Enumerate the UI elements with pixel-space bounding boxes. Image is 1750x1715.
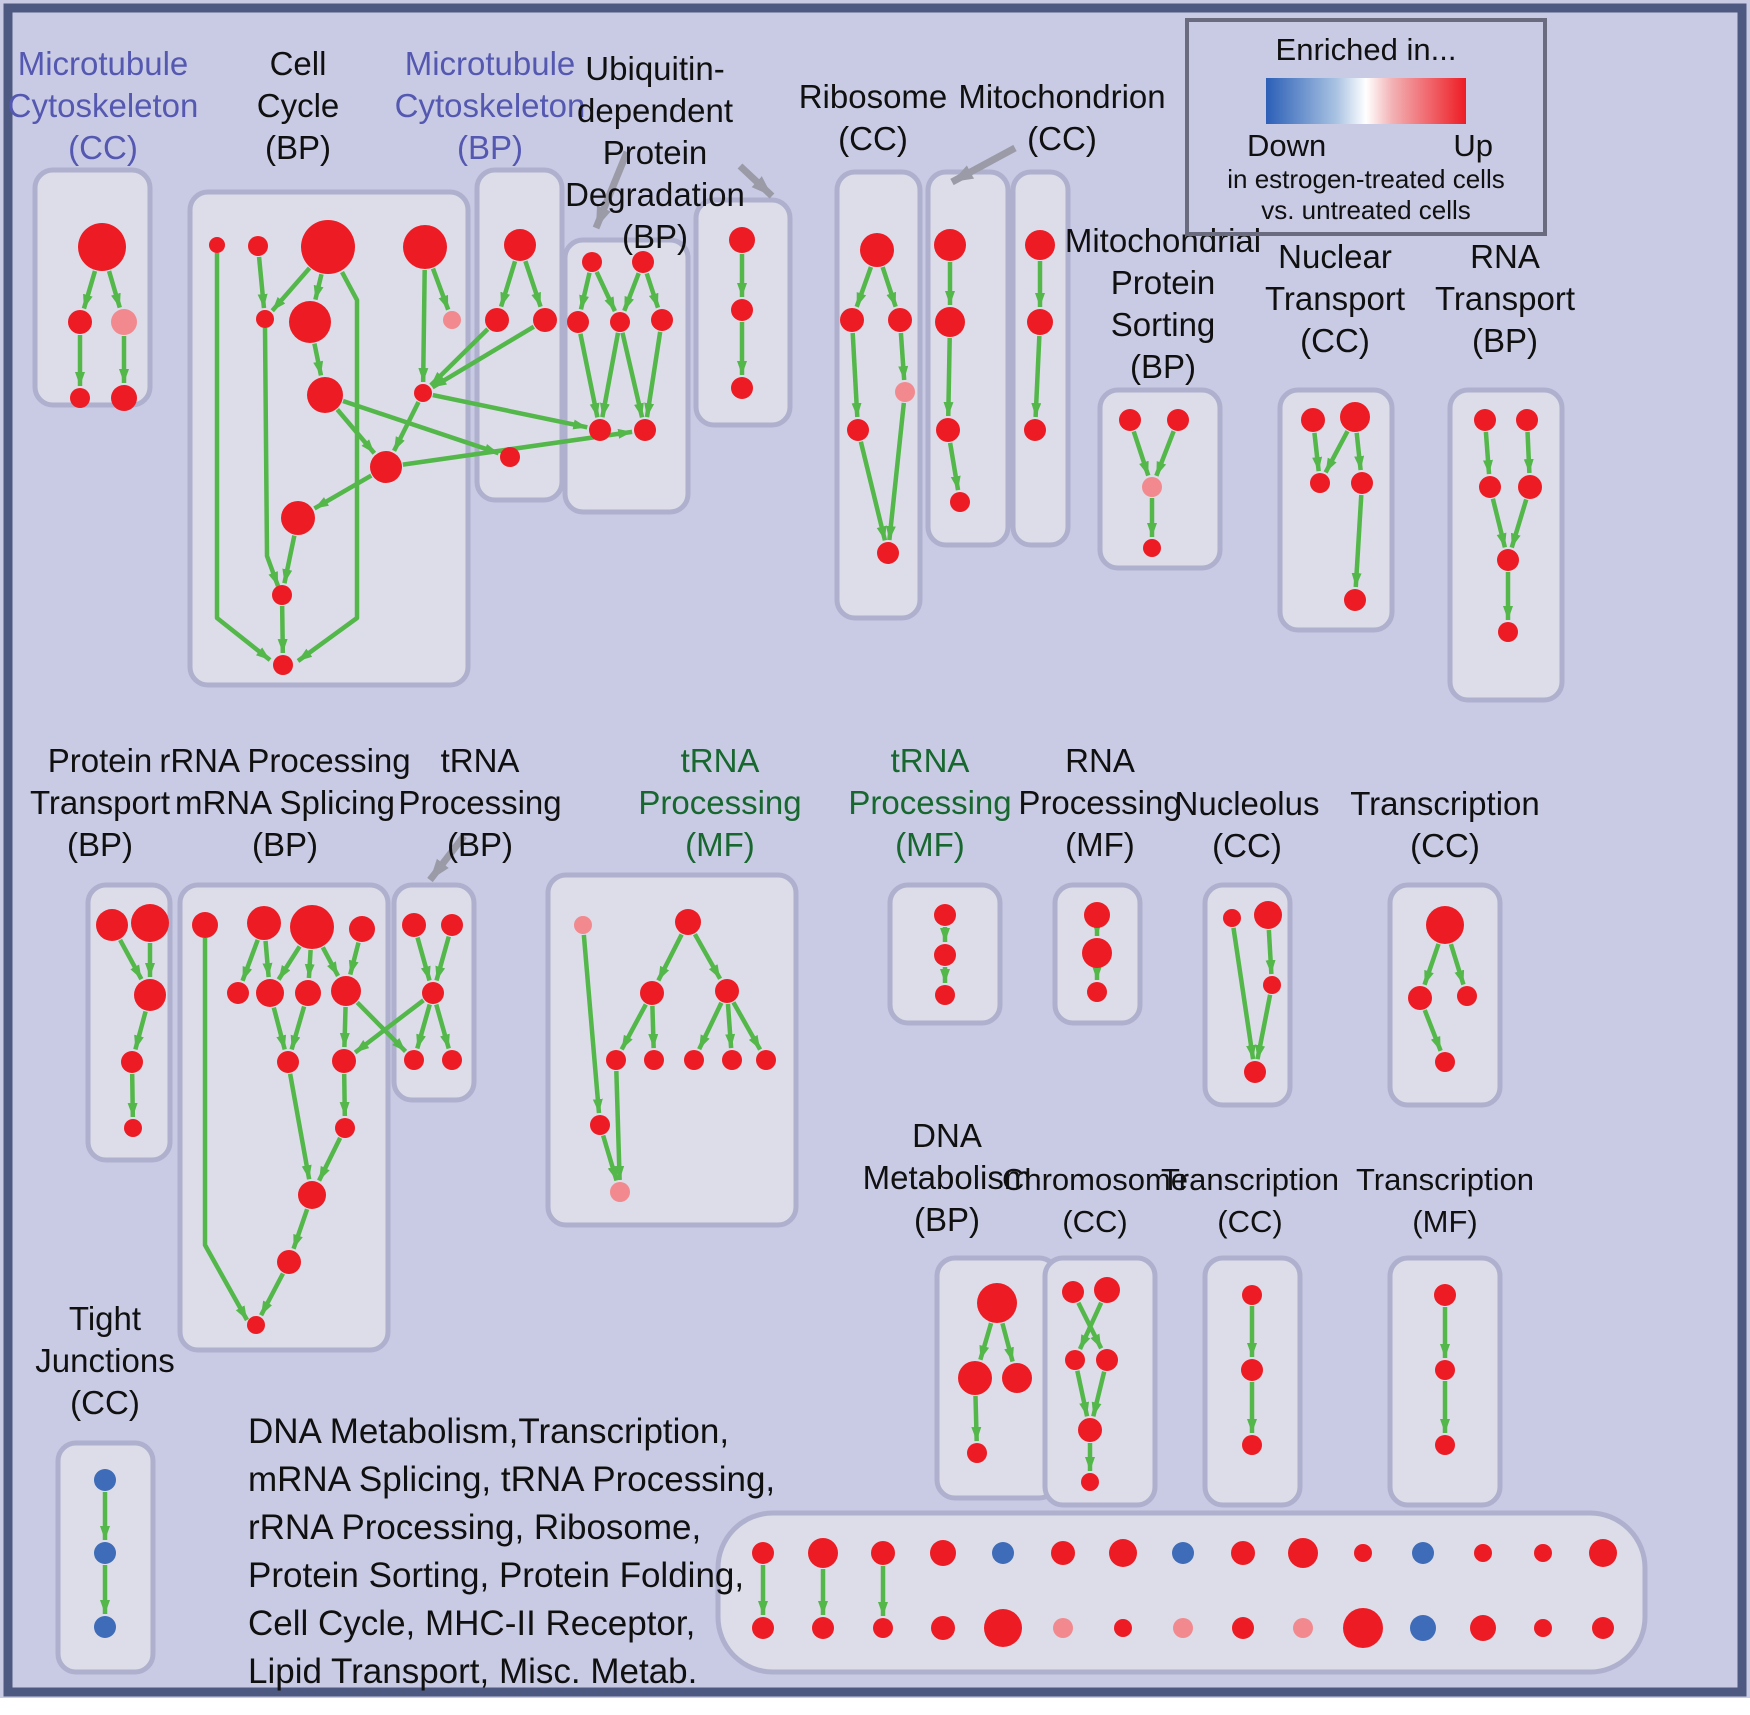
node-nuc.m [1263,976,1281,994]
node-tc2.c [1242,1435,1262,1455]
node-dna.b [967,1443,987,1463]
cluster-box-mso [1100,390,1220,568]
node-tbp.d [404,1050,424,1070]
node-rrn.t4 [349,916,375,942]
node-tm1.m2 [715,979,739,1003]
node-g13t [1474,1544,1492,1562]
node-tbp.c [422,982,444,1004]
node-rtr.d [1518,475,1542,499]
node-rrn.m2 [256,979,284,1007]
node-nuc.b [1254,901,1282,929]
node-chr.c [1065,1350,1085,1370]
node-g3t [871,1541,895,1565]
cluster-label-cellcycle: Cell Cycle (BP) [256,45,340,166]
node-nuc.a [1223,909,1241,927]
cluster-label-transcriptionmf: Transcription (MF) [1355,1162,1535,1239]
node-g6t [1051,1541,1075,1565]
node-g5t [992,1542,1014,1564]
misc-text-line: mRNA Splicing, tRNA Processing, [248,1460,776,1499]
cluster-label-transcriptioncc2: Transcription (CC) [1160,1162,1340,1239]
node-rrn.m1 [227,982,249,1004]
edge-dna.l-dna.b [975,1396,976,1441]
node-u2.c [731,377,753,399]
node-g3b [873,1618,893,1638]
cluster-label-mtcc: Microtubule Cytoskeleton (CC) [7,45,199,166]
node-cc.n4 [403,225,447,269]
node-tcc.t [1426,906,1464,944]
cluster-label-trnamf1: tRNA Processing (MF) [638,742,802,863]
node-ntr.a [1301,408,1325,432]
node-g11t [1354,1544,1372,1562]
node-dna.l [958,1361,992,1395]
node-g14b [1534,1619,1552,1637]
node-g9t [1231,1541,1255,1565]
node-g14t [1534,1544,1552,1562]
node-g8t [1172,1542,1194,1564]
edge-rtr.a-rtr.c [1486,432,1489,474]
node-u1.m2 [610,312,630,332]
node-mi2.a [1025,230,1055,260]
node-g5b [984,1609,1022,1647]
cluster-label-mitosort: Mitochondrial Protein Sorting (BP) [1064,222,1262,385]
cluster-label-chromosome: Chromosome (CC) [1001,1162,1189,1239]
node-rtr.f [1498,622,1518,642]
node-u1.m1 [567,311,589,333]
node-u2.a [729,227,755,253]
misc-text-line: Cell Cycle, MHC-II Receptor, [248,1604,696,1643]
misc-cluster-text [248,1408,775,1696]
cluster-label-ribosome: Ribosome (CC) [798,78,948,157]
node-rrn.m3 [295,980,321,1006]
node-g2t [808,1538,838,1568]
node-tm3.a [1434,1284,1456,1306]
node-tm1.r3 [684,1050,704,1070]
cluster-label-nucleartransport: Nuclear Transport (CC) [1265,238,1405,359]
node-tm1.r4 [722,1050,742,1070]
node-mi2.b [1027,309,1053,335]
misc-text-line: DNA Metabolism,Transcription, [248,1412,730,1451]
node-ptr.a [96,909,128,941]
node-tcc.a [1408,986,1432,1010]
node-rib.b [840,308,864,332]
legend-subtitle-2: vs. untreated cells [1261,195,1471,225]
node-g7t [1109,1539,1137,1567]
node-rtr.c [1479,476,1501,498]
node-tm1.p1 [610,1182,630,1202]
edge-rrn.t2-rrn.m2 [266,941,269,977]
node-tm2.c [935,985,955,1005]
node-rtr.a [1474,409,1496,431]
node-dna.t [977,1283,1017,1323]
node-g11b [1343,1608,1383,1648]
edge-rrn.m4-rrn.l2 [344,1007,345,1047]
node-mtbp.m1 [485,308,509,332]
node-tm3.c [1435,1435,1455,1455]
edge-cc.n12-cc.n13 [282,606,283,653]
cluster-box-grid [718,1513,1645,1672]
edge-tm1.m2-tm1.r4 [728,1004,731,1048]
node-cc.n5 [256,310,274,328]
node-cc.n8 [307,377,343,413]
node-cc.n11 [281,501,315,535]
node-cc.n3 [301,220,355,274]
node-ntr.d [1351,472,1373,494]
node-rrn.l1 [277,1051,299,1073]
cluster-label-ubiquitin: Ubiquitin-dependent Protein Degradation (BP) [565,50,745,255]
node-chr.d [1096,1349,1118,1371]
node-cc.n9 [414,384,432,402]
node-ptr.b [131,904,169,942]
node-tcc.c [1435,1052,1455,1072]
node-ptr.c [134,979,166,1011]
edge-rtr.b-rtr.d [1528,432,1530,473]
node-rib.e [895,382,915,402]
node-u2.b [731,299,753,321]
node-g7b [1114,1619,1132,1637]
node-g15b [1592,1617,1614,1639]
misc-text-line: Protein Sorting, Protein Folding, [248,1556,745,1595]
node-ptr.e [124,1119,142,1137]
node-tbp.e [442,1050,462,1070]
node-g13b [1470,1615,1496,1641]
cluster-label-trnabp: tRNA Processing (BP) [398,742,562,863]
edge-nuc.b-nuc.m [1269,930,1272,974]
node-rrn.w1 [298,1181,326,1209]
node-mso.a [1119,409,1141,431]
legend-title: Enriched in... [1275,32,1457,67]
node-chr.e [1078,1418,1102,1442]
node-ntr.e [1344,589,1366,611]
node-g12b [1410,1615,1436,1641]
node-ptr.d [121,1051,143,1073]
node-u1.l1 [589,419,611,441]
node-u1.t1 [582,252,602,272]
node-tcc.b [1457,986,1477,1006]
node-rtr.b [1516,409,1538,431]
legend-down-label: Down [1247,128,1327,163]
edge-ptr.d-ptr.e [132,1074,133,1117]
node-chr.b [1094,1277,1120,1303]
node-rrn.z1 [247,1316,265,1334]
cluster-label-mtbp: Microtubule Cytoskeleton (BP) [394,45,586,166]
node-cc.n6 [289,301,331,343]
node-mtbp.t [504,229,536,261]
node-cc.n7 [443,311,461,329]
node-mso.c [1143,539,1161,557]
legend-up-label: Up [1453,128,1493,163]
node-tc2.b [1241,1359,1263,1381]
node-cc.n10 [370,451,402,483]
node-dna.r [1002,1363,1032,1393]
cluster-label-nucleolus: Nucleolus (CC) [1174,785,1320,864]
node-tm2.a [934,904,956,926]
cluster-box-mi1 [928,172,1008,545]
misc-text-line: rRNA Processing, Ribosome, [248,1508,702,1547]
node-nuc.c [1244,1061,1266,1083]
node-rrn.x1 [277,1250,301,1274]
node-tm1.t1 [574,916,592,934]
cluster-label-tightjunctions: Tight Junctions (CC) [35,1300,175,1421]
edge-rrn.l2-rrn.v1 [344,1074,345,1116]
node-g12t [1412,1542,1434,1564]
node-ntr.b [1340,402,1370,432]
node-rrn.t1 [192,912,218,938]
node-rib.a [860,233,894,267]
node-g10b [1293,1618,1313,1638]
legend [1185,18,1547,236]
node-rib.c [888,308,912,332]
cluster-label-mitochondrion: Mitochondrion (CC) [958,78,1166,157]
node-g9b [1232,1617,1254,1639]
node-mtcc.b [68,310,92,334]
node-g6b [1053,1618,1073,1638]
node-rrn.t3 [290,905,334,949]
node-mi1.a [934,229,966,261]
node-chr.f [1081,1473,1099,1491]
node-g2b [812,1617,834,1639]
node-g10t [1288,1538,1318,1568]
cluster-box-u1 [565,240,688,512]
legend-subtitle-1: in estrogen-treated cells [1227,164,1505,194]
cluster-label-rrna: rRNA Processing mRNA Splicing (BP) [159,742,411,863]
node-cc.n1 [209,237,225,253]
node-g15t [1589,1539,1617,1567]
node-g8b [1173,1618,1193,1638]
node-tm1.t2 [675,909,701,935]
node-mtcc.e [111,385,137,411]
node-rmf.b [1082,938,1112,968]
edge-cc.n4-cc.n9 [423,270,425,382]
legend-gradient-bar [1266,78,1466,124]
node-mtbp.m2 [533,308,557,332]
cluster-box-mtcc [35,170,150,405]
node-rmf.c [1087,982,1107,1002]
node-mi1.b [935,307,965,337]
node-tjn.c [94,1616,116,1638]
node-tm1.s1 [590,1115,610,1135]
legend-endpoints [1189,124,1543,164]
node-rmf.a [1084,902,1110,928]
cluster-label-rnamf: RNA Processing (MF) [1018,742,1182,863]
node-rrn.t2 [247,906,281,940]
node-g4b [931,1616,955,1640]
cluster-box-ntr [1280,390,1392,630]
node-tjn.a [94,1469,116,1491]
node-rrn.m4 [331,976,361,1006]
node-tm1.r2 [644,1050,664,1070]
cluster-label-trnamf2: tRNA Processing (MF) [848,742,1012,863]
node-mi2.c [1024,419,1046,441]
edge-tm1.m1-tm1.r2 [652,1006,653,1048]
node-mtcc.a [78,223,126,271]
node-u1.l2 [634,419,656,441]
node-tc2.a [1242,1285,1262,1305]
node-tm1.m1 [640,981,664,1005]
node-rrn.v1 [335,1118,355,1138]
node-mi1.c [936,418,960,442]
cluster-label-dnametab: DNA Metabolism (BP) [862,1117,1032,1238]
node-tbp.a [402,913,426,937]
node-mtbp.b1 [500,447,520,467]
node-g4t [930,1540,956,1566]
node-cc.n12 [272,585,292,605]
node-mso.b [1167,409,1189,431]
node-u1.m3 [651,309,673,331]
node-tm1.r1 [606,1050,626,1070]
node-mtcc.c [111,309,137,335]
node-mi1.d [950,492,970,512]
node-ntr.c [1310,473,1330,493]
node-rib.f [877,542,899,564]
edge-mi1.b-mi1.c [948,338,949,416]
node-rrn.l2 [332,1049,356,1073]
node-tbp.b [441,914,463,936]
cluster-label-transcriptioncc1: Transcription (CC) [1350,785,1540,864]
node-tm3.b [1435,1360,1455,1380]
node-tm1.r5 [756,1050,776,1070]
node-cc.n2 [248,236,268,256]
node-rib.d [847,419,869,441]
node-rtr.e [1497,549,1519,571]
node-chr.a [1062,1281,1084,1303]
node-cc.n13 [273,655,293,675]
cluster-label-rnatransport: RNA Transport (BP) [1435,238,1575,359]
node-tm2.b [934,944,956,966]
node-tjn.b [94,1542,116,1564]
edge-rrn.t3-rrn.m3 [309,950,311,978]
node-mtcc.d [70,388,90,408]
node-mso.p [1142,477,1162,497]
misc-text-line: Lipid Transport, Misc. Metab. [248,1652,698,1691]
cluster-label-proteintransport: Protein Transport (BP) [30,742,170,863]
